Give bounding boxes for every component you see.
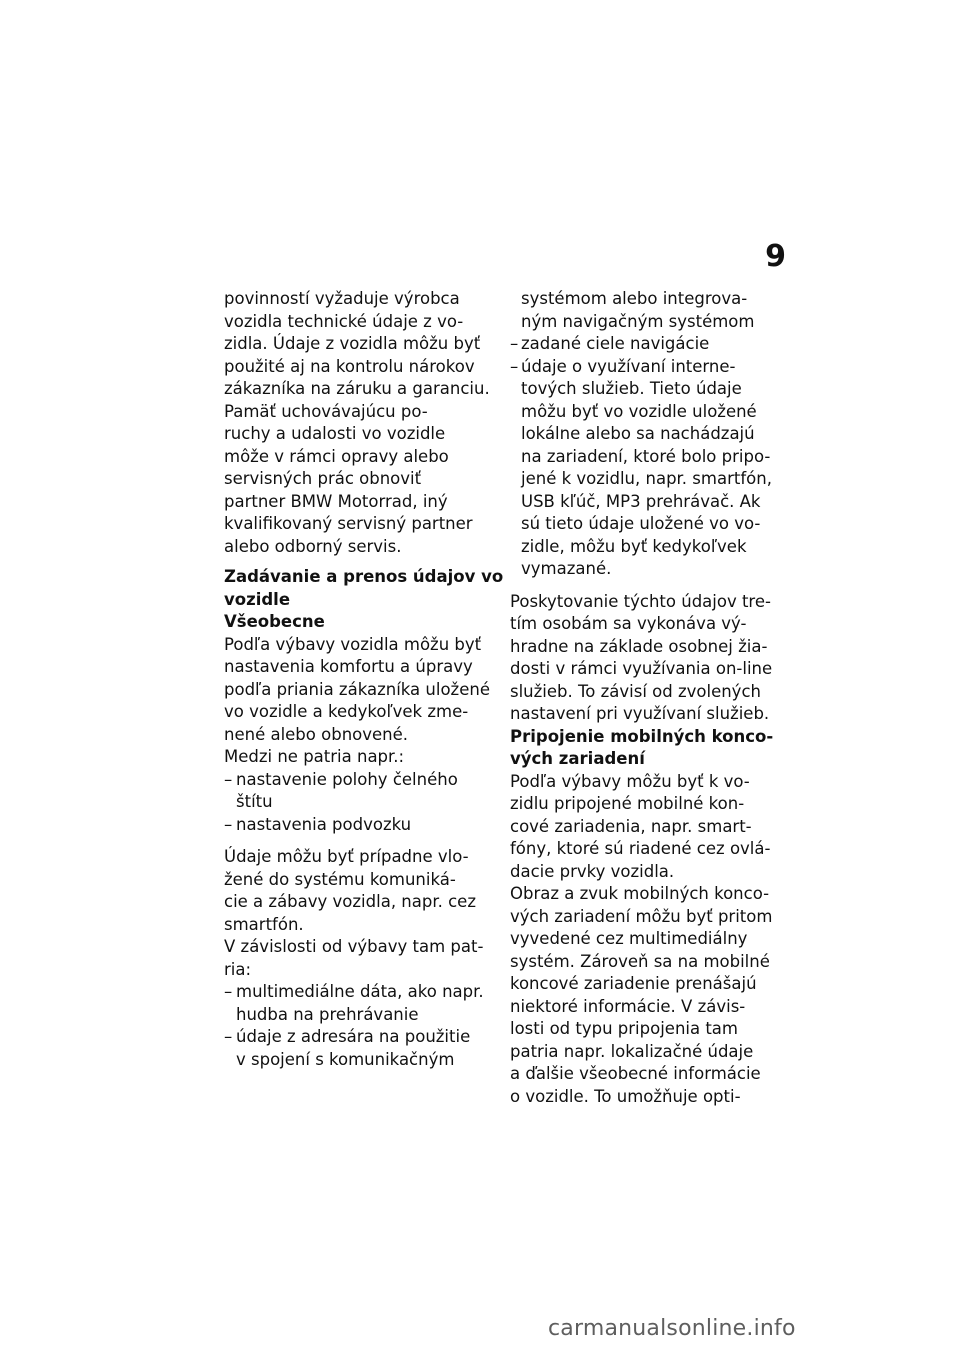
general-paragraph: Podľa výbavy vozidla môžu byť nastavenia komfortu a úpravy podľa priania zákazníka uložené vo vozidle a kedykoľvek zme- nené alebo obnovené. [224,634,490,744]
general-subheading: Všeobecne [224,612,325,631]
list-item: – nastavenia podvozku [224,814,492,837]
right-column [510,288,782,1108]
output-paragraph: Obraz a zvuk mobilných konco- vých zariadení môžu byť pritom vyvedené cez multimediálny systém. Zároveň sa na mobilné koncové zariadenie prenášajú niektoré informácie. V závis- losti od typu pripojenia tam patria napr. lokalizačné údaje a ďalšie všeobecné informácie o vozidle. To umožňuje opti- [510,884,773,1106]
examples-intro: Medzi ne patria napr.: [224,747,405,766]
dash-bullet: – [224,814,233,834]
dash-bullet: – [510,356,519,376]
page-number: 9 [765,239,786,274]
list-item: – nastavenie polohy čelného štítu [224,769,458,811]
connection-paragraph: Podľa výbavy môžu byť k vo- zidlu pripojené mobilné kon- cové zariadenia, napr. smart- fóny, ktoré sú riadené cez ovlá- dacie prvky vozidla. [510,771,771,881]
dash-bullet: – [224,769,233,789]
dash-bullet: – [224,1027,233,1046]
section-heading: Zadávanie a prenos údajov vo vozidle [224,567,504,609]
list-item: – zadané ciele navigácie [510,333,782,356]
list-item: – multimediálne dáta, ako napr. hudba na prehrávanie [224,982,484,1024]
left-column [224,288,504,1071]
dash-bullet: – [510,334,519,353]
mobile-subheading: Pripojenie mobilných konco- vých zariadení [510,726,774,768]
watermark-text: carmanualsonline.info [548,1316,796,1341]
dash-bullet: – [224,982,233,1001]
list-item: – údaje z adresára na použitie v spojení s komunikačným [224,1027,471,1069]
memory-paragraph: Pamäť uchovávajúcu po- ruchy a udalosti vo vozidle môže v rámci opravy alebo servisných prác obnoviť partner BMW Motorrad, iný kvalifikovaný servisný partner alebo odborný servis. [224,401,473,556]
list-item-continuation: systémom alebo integrova- ným navigačným systémom [521,289,755,331]
intro-paragraph: povinností vyžaduje výrobca vozidla technické údaje z vo- zidla. Údaje z vozidla môžu byť použité aj na kontrolu nárokov zákazníka na záruku a garanciu. [224,289,490,398]
depending-paragraph: V závislosti od výbavy tam pat- ria: [224,937,484,979]
third-parties-paragraph: Poskytovanie týchto údajov tre- tím osobám sa vykonáva vý- hradne na základe osobnej žia- dosti v rámci využívania on-line služieb. To závisí od zvolených nastavení pri využívaní služieb. [510,591,773,723]
list-item: – údaje o využívaní interne- tových služieb. Tieto údaje môžu byť vo vozidle uložené lokálne alebo sa nachádzajú na zariadení, ktoré bolo pripo- jené k vozidlu, napr. smartfón, USB kľúč, MP3 prehrávač. Ak sú tieto údaje uložené vo vo- zidle, môžu byť kedykoľvek vymazané. [510,356,772,578]
storage-paragraph: Údaje môžu byť prípadne vlo- žené do systému komuniká- cie a zábavy vozidla, napr. cez smartfón. [224,847,476,934]
